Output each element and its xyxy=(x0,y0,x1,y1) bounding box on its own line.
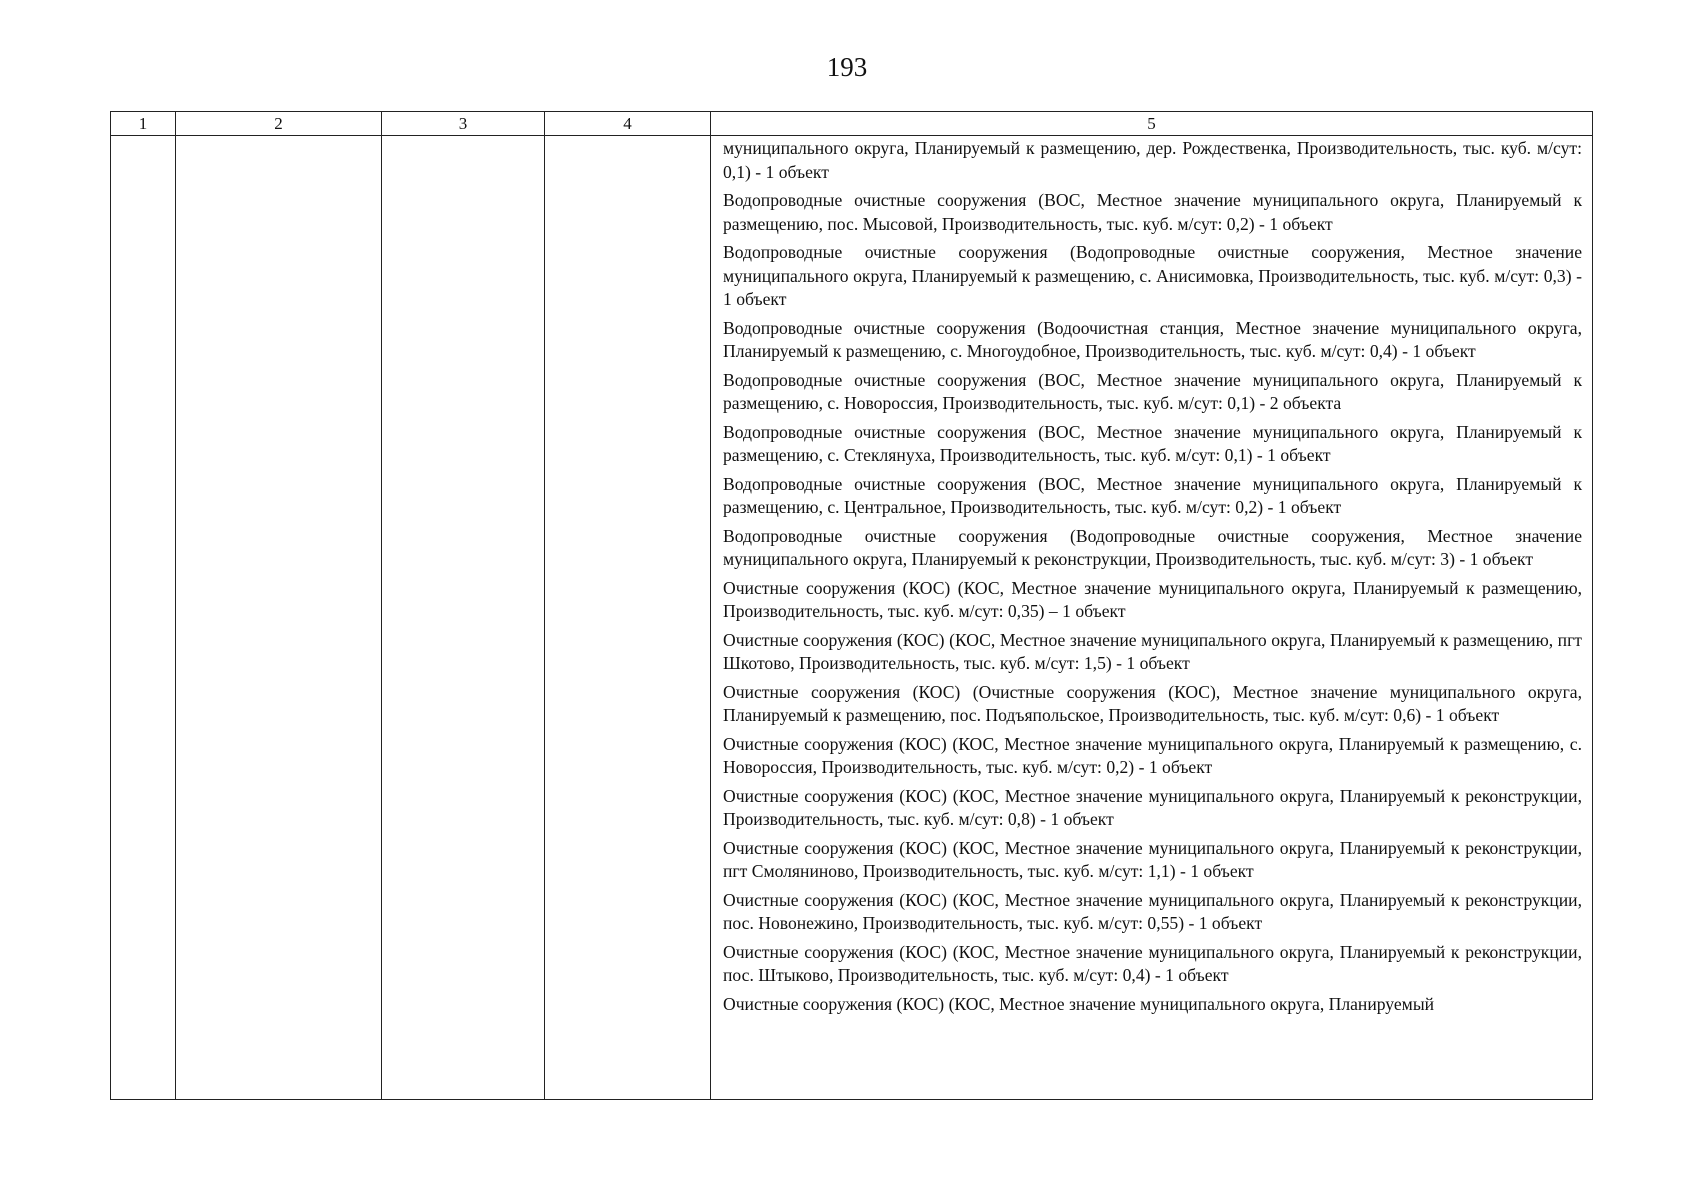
table-row xyxy=(111,136,1593,1100)
header-col-1: 1 xyxy=(111,112,176,136)
cell-col-5 xyxy=(711,136,1593,1100)
list-item: Очистные сооружения (КОС) (КОС, Местное значение муниципального округа, Планируемый к размещению, Производительность, тыс. куб. м/сут: 0,35) – 1 объект xyxy=(723,577,1582,621)
list-item: Очистные сооружения (КОС) (КОС, Местное значение муниципального округа, Планируемый к размещению, пгт Шкотово, Производительность, тыс. куб. м/сут: 1,5) - 1 объект xyxy=(723,629,1582,673)
list-item: Очистные сооружения (КОС) (КОС, Местное значение муниципального округа, Планируемый к размещению, с. Новороссия, Производительность, тыс. куб. м/сут: 0,2) - 1 объект xyxy=(723,733,1582,777)
header-col-3: 3 xyxy=(382,112,545,136)
list-item: Водопроводные очистные сооружения (ВОС, Местное значение муниципального округа, Планируемый к размещению, с. Центральное, Производительность, тыс. куб. м/сут: 0,2) - 1 объект xyxy=(723,473,1582,517)
cell-col-3 xyxy=(382,136,545,1100)
cell-col-4 xyxy=(545,136,711,1100)
table-header-row xyxy=(111,112,1593,136)
header-col-5: 5 xyxy=(711,112,1593,136)
list-item: Водопроводные очистные сооружения (ВОС, Местное значение муниципального округа, Планируемый к размещению, с. Стеклянуха, Производительность, тыс. куб. м/сут: 0,1) - 1 объект xyxy=(723,421,1582,465)
list-item: Очистные сооружения (КОС) (КОС, Местное значение муниципального округа, Планируемый к реконструкции, пос. Новонежино, Производительность, тыс. куб. м/сут: 0,55) - 1 объект xyxy=(723,889,1582,933)
list-item: Водопроводные очистные сооружения (Водоочистная станция, Местное значение муниципального округа, Планируемый к размещению, с. Многоудобное, Производительность, тыс. куб. м/сут: 0,4) - 1 объект xyxy=(723,317,1582,361)
page-number: 193 xyxy=(826,52,868,82)
entries-list xyxy=(711,136,1592,1015)
list-item: Водопроводные очистные сооружения (ВОС, Местное значение муниципального округа, Планируемый к размещению, пос. Мысовой, Производительность, тыс. куб. м/сут: 0,2) - 1 объект xyxy=(723,190,1582,234)
list-item: Очистные сооружения (КОС) (КОС, Местное значение муниципального округа, Планируемый к реконструкции, пос. Штыково, Производительность, тыс. куб. м/сут: 0,4) - 1 объект xyxy=(723,941,1582,985)
list-item: Водопроводные очистные сооружения (Водопроводные очистные сооружения, Местное значение муниципального округа, Планируемый к размещению, с. Анисимовка, Производительность, тыс. куб. м/сут: 0,3) - 1 объект xyxy=(723,242,1582,309)
list-item: Очистные сооружения (КОС) (КОС, Местное значение муниципального округа, Планируемый xyxy=(723,993,1435,1014)
cell-col-1 xyxy=(111,136,176,1100)
list-item: муниципального округа, Планируемый к размещению, дер. Рождественка, Производительность, тыс. куб. м/сут: 0,1) - 1 объект xyxy=(723,138,1582,182)
list-item: Водопроводные очистные сооружения (ВОС, Местное значение муниципального округа, Планируемый к размещению, с. Новороссия, Производительность, тыс. куб. м/сут: 0,1) - 2 объекта xyxy=(723,369,1582,413)
list-item: Очистные сооружения (КОС) (Очистные сооружения (КОС), Местное значение муниципального округа, Планируемый к размещению, пос. Подъяпольское, Производительность, тыс. куб. м/сут: 0,6) - 1 объект xyxy=(723,681,1582,725)
cell-col-2 xyxy=(176,136,382,1100)
header-col-4: 4 xyxy=(545,112,711,136)
objects-table xyxy=(110,111,1593,1100)
list-item: Очистные сооружения (КОС) (КОС, Местное значение муниципального округа, Планируемый к реконструкции, Производительность, тыс. куб. м/сут: 0,8) - 1 объект xyxy=(723,785,1582,829)
list-item: Очистные сооружения (КОС) (КОС, Местное значение муниципального округа, Планируемый к реконструкции, пгт Смоляниново, Производительность, тыс. куб. м/сут: 1,1) - 1 объект xyxy=(723,837,1582,881)
header-col-2: 2 xyxy=(176,112,382,136)
list-item: Водопроводные очистные сооружения (Водопроводные очистные сооружения, Местное значение муниципального округа, Планируемый к реконструкции, Производительность, тыс. куб. м/сут: 3) - 1 объект xyxy=(723,525,1582,569)
